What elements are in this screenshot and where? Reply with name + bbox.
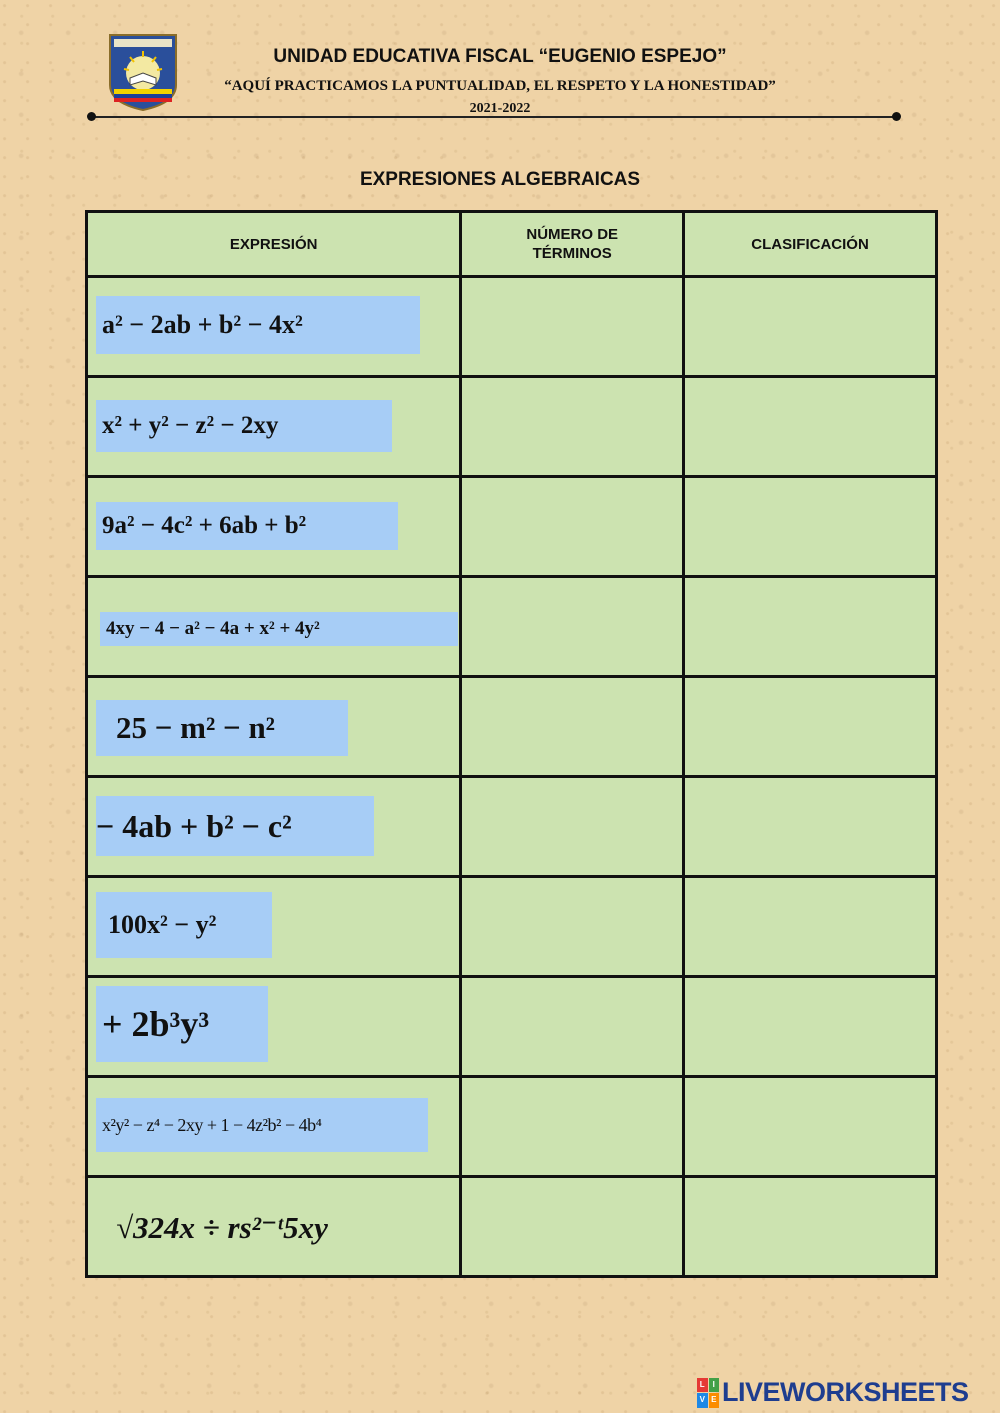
expression-cell: [87, 977, 461, 1077]
terms-cell: [461, 277, 684, 377]
badge-letter: E: [709, 1393, 720, 1408]
table-row: [87, 577, 937, 677]
classification-input[interactable]: [685, 578, 935, 675]
classification-cell: [684, 977, 937, 1077]
terms-input[interactable]: [462, 978, 682, 1075]
terms-cell: [461, 877, 684, 977]
classification-cell: [684, 377, 937, 477]
terms-cell: [461, 977, 684, 1077]
header-divider: [92, 116, 897, 118]
divider-dot-left: [87, 112, 96, 121]
expressions-table: [85, 210, 938, 1278]
liveworksheets-badge-icon: [697, 1378, 719, 1408]
terms-input[interactable]: [462, 478, 682, 575]
column-header-classification: CLASIFICACIÓN: [684, 212, 937, 277]
classification-input[interactable]: [685, 778, 935, 875]
school-year: 2021-2022: [469, 101, 531, 116]
terms-cell: [461, 677, 684, 777]
terms-cell: [461, 1077, 684, 1177]
table-row: [87, 1077, 937, 1177]
terms-cell: [461, 777, 684, 877]
classification-input[interactable]: [685, 978, 935, 1075]
table-row: [87, 677, 937, 777]
expression-text: 4xy − 4 − a² − 4a + x² + 4y²: [100, 612, 458, 646]
table-row: [87, 1177, 937, 1277]
school-name: UNIDAD EDUCATIVA FISCAL “EUGENIO ESPEJO”: [273, 46, 727, 67]
column-header-terms: [461, 212, 684, 277]
classification-input[interactable]: [685, 1178, 935, 1275]
expression-cell: [87, 277, 461, 377]
expression-text: a² − 2ab + b² − 4x²: [96, 296, 420, 354]
terms-input[interactable]: [462, 678, 682, 775]
expression-text: x² + y² − z² − 2xy: [96, 400, 392, 452]
classification-cell: [684, 277, 937, 377]
terms-input[interactable]: [462, 878, 682, 975]
table-row: [87, 777, 937, 877]
column-header-expression: EXPRESIÓN: [87, 212, 461, 277]
terms-cell: [461, 577, 684, 677]
terms-cell: [461, 1177, 684, 1277]
expression-cell: [87, 477, 461, 577]
expression-cell: [87, 1077, 461, 1177]
expression-cell: [87, 777, 461, 877]
classification-cell: [684, 877, 937, 977]
divider-dot-right: [892, 112, 901, 121]
classification-cell: [684, 1077, 937, 1177]
classification-input[interactable]: [685, 278, 935, 375]
liveworksheets-name: LIVEWORKSHEETS: [722, 1377, 969, 1407]
expression-text: − 4ab + b² − c²: [96, 796, 374, 856]
terms-input[interactable]: [462, 1078, 682, 1175]
worksheet-title: EXPRESIONES ALGEBRAICAS: [359, 169, 641, 190]
table-row: [87, 877, 937, 977]
table-row: [87, 277, 937, 377]
table-row: [87, 477, 937, 577]
school-crest-icon: [108, 33, 178, 111]
badge-letter: I: [709, 1378, 720, 1393]
classification-cell: [684, 477, 937, 577]
terms-cell: [461, 477, 684, 577]
terms-input[interactable]: [462, 378, 682, 475]
column-header-terms-label: NÚMERO DE TÉRMINOS: [526, 226, 619, 262]
table-header-row: [87, 212, 937, 277]
school-motto: “AQUÍ PRACTICAMOS LA PUNTUALIDAD, EL RESPETO Y LA HONESTIDAD”: [224, 78, 776, 94]
badge-letter: V: [697, 1393, 708, 1408]
terms-input[interactable]: [462, 1178, 682, 1275]
liveworksheets-logo: [697, 1377, 969, 1408]
terms-input[interactable]: [462, 278, 682, 375]
classification-cell: [684, 1177, 937, 1277]
classification-cell: [684, 577, 937, 677]
expression-text: 100x² − y²: [96, 892, 272, 958]
classification-cell: [684, 677, 937, 777]
expression-cell: [87, 577, 461, 677]
expression-text: 25 − m² − n²: [96, 700, 348, 756]
expression-text: √324x ÷ rs²⁻ᵗ5xy: [116, 1210, 328, 1245]
expression-cell: [87, 1177, 461, 1277]
classification-input[interactable]: [685, 1078, 935, 1175]
classification-cell: [684, 777, 937, 877]
classification-input[interactable]: [685, 378, 935, 475]
classification-input[interactable]: [685, 878, 935, 975]
terms-cell: [461, 377, 684, 477]
table-row: [87, 977, 937, 1077]
expression-cell: [87, 877, 461, 977]
terms-input[interactable]: [462, 778, 682, 875]
badge-letter: L: [697, 1378, 708, 1393]
classification-input[interactable]: [685, 678, 935, 775]
expression-cell: [87, 377, 461, 477]
expression-text: x²y² − z⁴ − 2xy + 1 − 4z²b² − 4b⁴: [96, 1098, 428, 1152]
classification-input[interactable]: [685, 478, 935, 575]
table-row: [87, 377, 937, 477]
expression-cell: [87, 677, 461, 777]
terms-input[interactable]: [462, 578, 682, 675]
expression-text: 9a² − 4c² + 6ab + b²: [96, 502, 398, 550]
expression-text: + 2b³y³: [96, 986, 268, 1062]
